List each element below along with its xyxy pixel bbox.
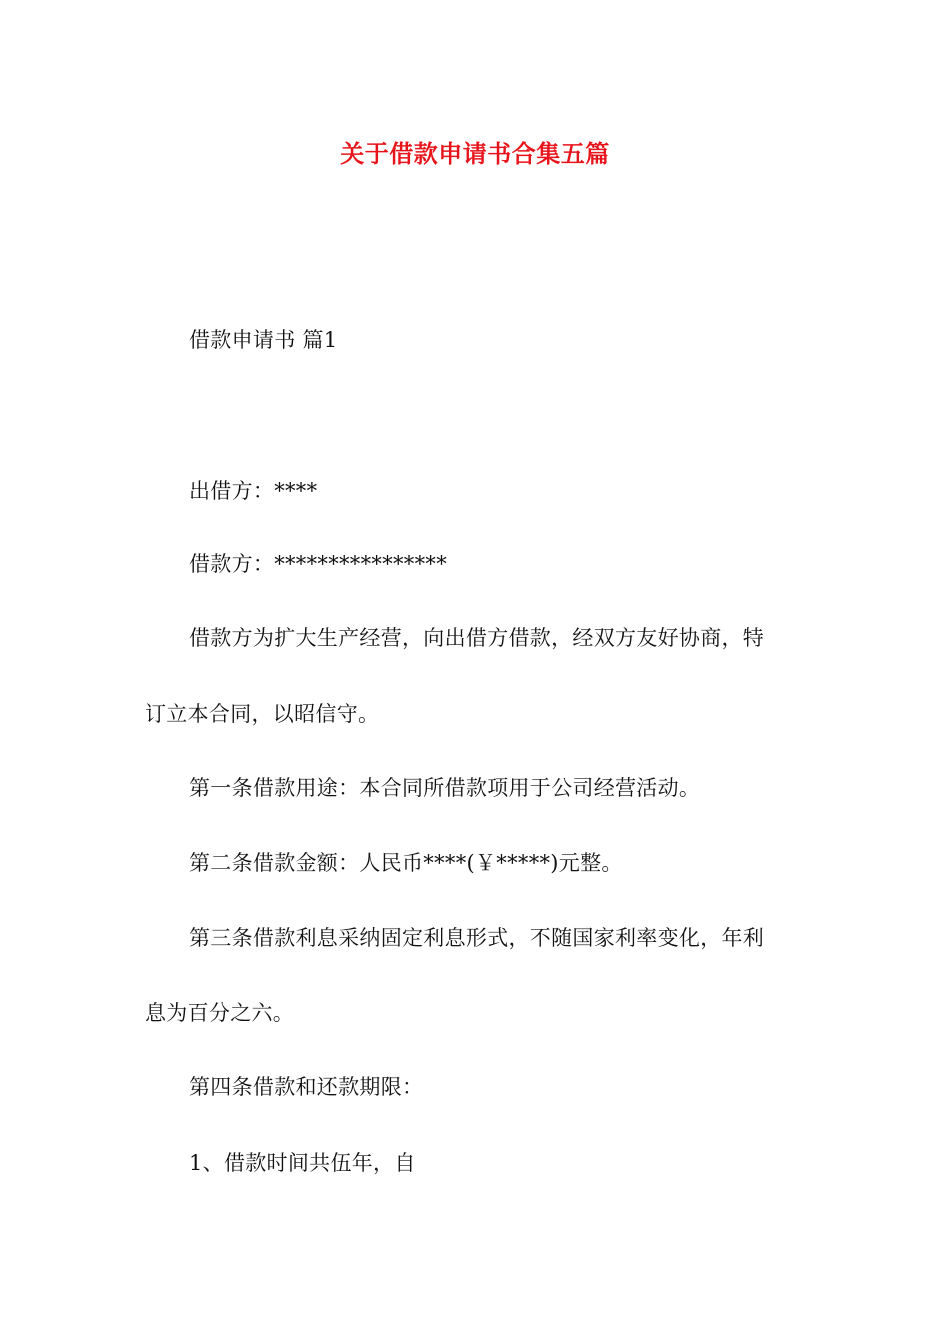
article-1-line: 第一条借款用途：本合同所借款项用于公司经营活动。 [189,776,701,800]
paragraph-line: 借款方为扩大生产经营，向出借方借款，经双方友好协商，特 [189,626,765,650]
section-heading: 借款申请书 篇1 [189,328,338,352]
article-3-continuation: 息为百分之六。 [145,1001,295,1025]
paragraph-line: 订立本合同，以昭信守。 [145,702,380,726]
lender-line: 出借方：**** [189,479,318,503]
document-title: 关于借款申请书合集五篇 [340,140,610,168]
article-2-line: 第二条借款金额：人民币****(￥*****)元整。 [189,851,623,875]
article-3-line: 第三条借款利息采纳固定利息形式，不随国家利率变化，年利 [189,926,765,950]
article-4-line: 第四条借款和还款期限： [189,1075,424,1099]
borrower-line: 借款方：**************** [189,552,447,576]
list-item-line: 1、借款时间共伍年，自 [189,1151,416,1175]
